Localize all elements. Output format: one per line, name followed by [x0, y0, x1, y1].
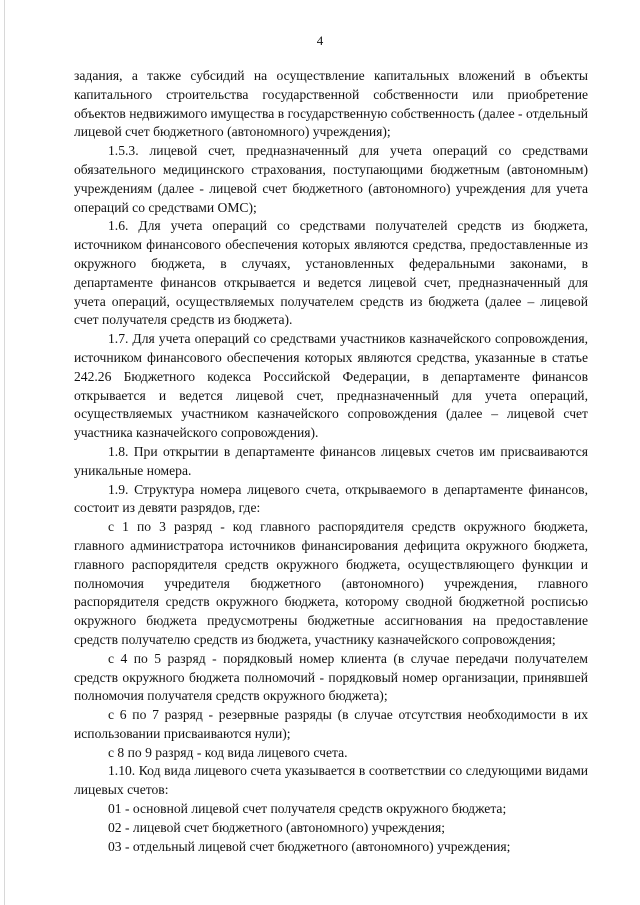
- paragraph-digits-1-3: с 1 по 3 разряд - код главного распорядителя средств окружного бюджета, главного администратора источников финансирования дефицита окружного бюджета, главного распорядителя средств окружного бюджета, осуществляющего функции и полномочия учредителя бюджетного (автономного) учреждения, главного распорядителя средств окружного бюджета, которому сводной бюджетной росписью окружного бюджета предусмотрены бюджетные ассигнования на предоставление средств получателю средств из бюджета, участнику казначейского сопровождения;: [74, 519, 588, 647]
- paragraph-1-10: 1.10. Код вида лицевого счета указывается в соответствии со следующими видами лицевых счетов:: [74, 763, 588, 798]
- paragraph-1-8: 1.8. При открытии в департаменте финансов лицевых счетов им присваиваются уникальные номера.: [74, 443, 588, 478]
- list-item-01: 01 - основной лицевой счет получателя средств окружного бюджета;: [108, 801, 507, 817]
- paragraph-1-5-3: 1.5.3. лицевой счет, предназначенный для учета операций со средствами обязательного медицинского страхования, поступающими бюджетным (автономным) учреждениям (далее - лицевой счет бюджетного (автономного) учреждения для учета операций со средствами ОМС);: [74, 143, 588, 215]
- paragraph-1-6: 1.6. Для учета операций со средствами получателей средств из бюджета, источником финансового обеспечения которых являются средства, предоставленные из окружного бюджета, в случаях, установленных федеральными законами, в департаменте финансов открывается и ведется лицевой счет, предназначенный для учета операций, осуществляемых получателем средств из бюджета (далее – лицевой счет получателя средств из бюджета).: [74, 218, 588, 328]
- page-number: 4: [316, 33, 324, 48]
- scan-edge-line: [4, 0, 5, 905]
- paragraph-digits-4-5: с 4 по 5 разряд - порядковый номер клиента (в случае передачи получателем средств окружного бюджета полномочий - порядковый номер организации, принявшей полномочия получателя средств окружного бюджета);: [74, 650, 588, 704]
- paragraph-1-9: 1.9. Структура номера лицевого счета, открываемого в департаменте финансов, состоит из девяти разрядов, где:: [74, 481, 588, 516]
- paragraph-digits-6-7: с 6 по 7 разряд - резервные разряды (в случае отсутствия необходимости в их использовании присваиваются нули);: [74, 707, 588, 741]
- document-body: [74, 67, 588, 856]
- paragraph-digits-8-9: с 8 по 9 разряд - код вида лицевого счета.: [108, 744, 348, 760]
- list-item-03: 03 - отдельный лицевой счет бюджетного (автономного) учреждения;: [108, 838, 511, 854]
- paragraph-continuation: задания, а также субсидий на осуществление капитальных вложений в объекты капитального строительства государственной собственности или приобретение объектов недвижимого имущества в государственную собственность (далее - отдельный лицевой счет бюджетного (автономного) учреждения);: [74, 68, 588, 140]
- list-item-02: 02 - лицевой счет бюджетного (автономного) учреждения;: [108, 819, 446, 835]
- paragraph-1-7: 1.7. Для учета операций со средствами участников казначейского сопровождения, источником финансового обеспечения которых являются средства, указанные в статье 242.26 Бюджетного кодекса Российской Федерации, в департаменте финансов открывается и ведется лицевой счет, предназначенный для учета операций, осуществляемых участником казначейского сопровождения (далее – лицевой счет участника казначейского сопровождения).: [74, 331, 588, 441]
